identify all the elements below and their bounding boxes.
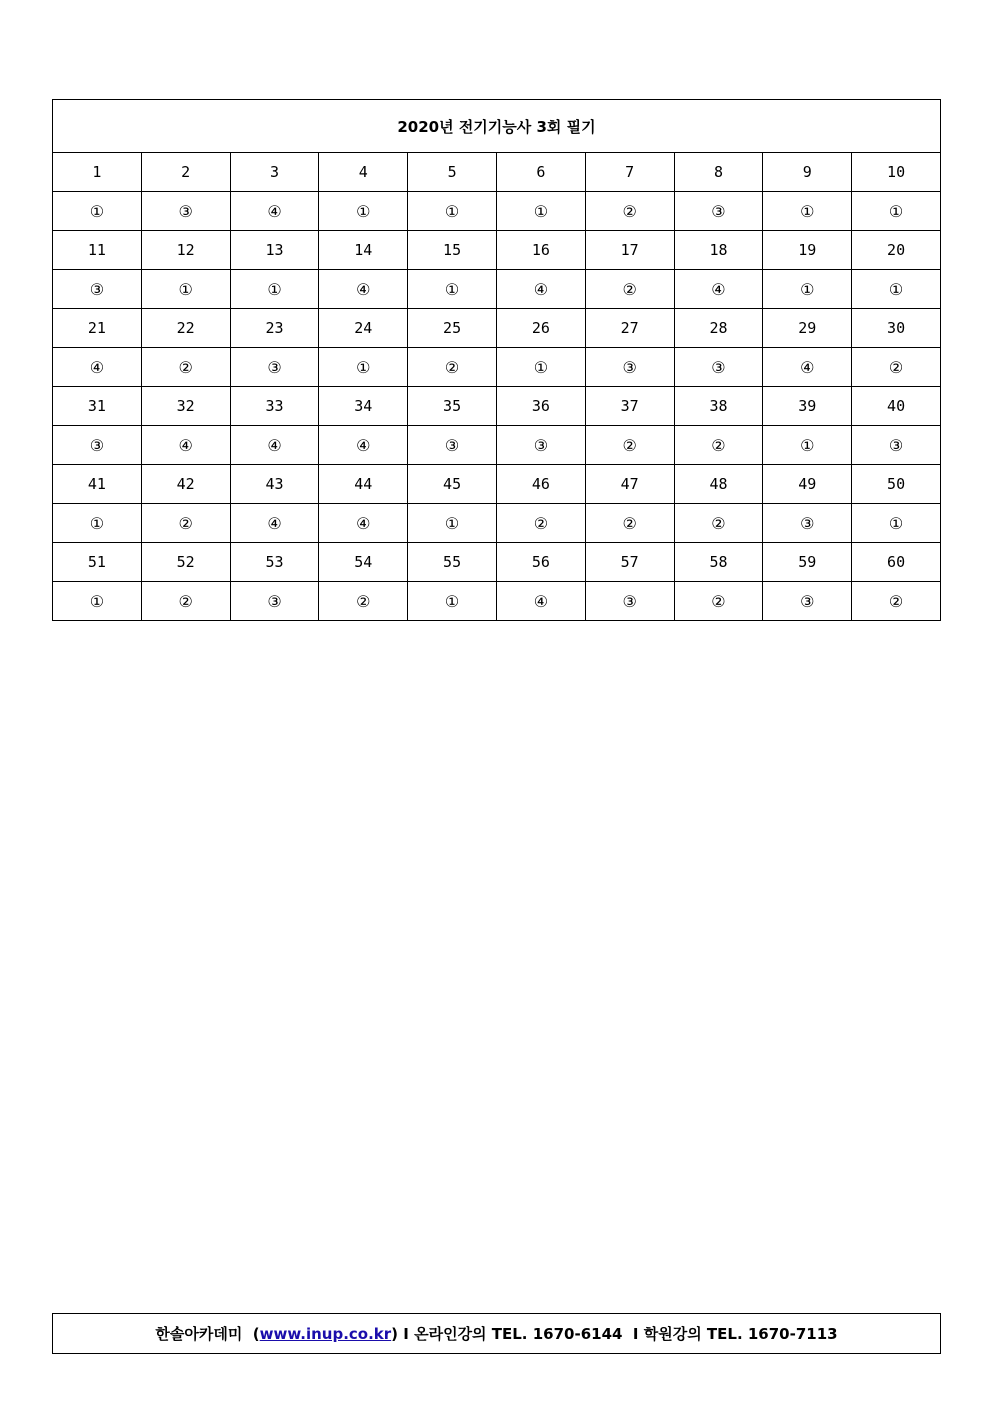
answer-cell: ①	[763, 192, 852, 231]
question-number-cell: 49	[763, 465, 852, 504]
answer-cell: ④	[763, 348, 852, 387]
answer-cell: ②	[141, 504, 230, 543]
question-number-cell: 46	[496, 465, 585, 504]
answer-cell: ③	[763, 504, 852, 543]
question-number-cell: 20	[852, 231, 941, 270]
question-number-cell: 29	[763, 309, 852, 348]
answer-cell: ②	[852, 348, 941, 387]
question-number-cell: 45	[408, 465, 497, 504]
answer-cell: ④	[496, 270, 585, 309]
answer-row	[53, 582, 941, 621]
footer-separator: I	[632, 1324, 639, 1343]
question-number-cell: 6	[496, 153, 585, 192]
answer-cell: ②	[674, 582, 763, 621]
answer-cell: ③	[585, 348, 674, 387]
footer-brand: 한솔아카데미	[155, 1325, 243, 1343]
question-number-cell: 41	[53, 465, 142, 504]
question-number-cell: 33	[230, 387, 319, 426]
question-number-cell: 26	[496, 309, 585, 348]
answer-cell: ④	[141, 426, 230, 465]
answer-row	[53, 270, 941, 309]
answer-cell: ②	[674, 426, 763, 465]
question-number-cell: 17	[585, 231, 674, 270]
answer-cell: ②	[585, 426, 674, 465]
footer-separator: I	[403, 1324, 409, 1343]
answer-table	[52, 99, 941, 621]
answer-cell: ④	[319, 504, 408, 543]
answer-cell: ①	[53, 582, 142, 621]
question-number-cell: 40	[852, 387, 941, 426]
answer-cell: ②	[496, 504, 585, 543]
question-number-cell: 55	[408, 543, 497, 582]
question-number-cell: 12	[141, 231, 230, 270]
answer-cell: ③	[141, 192, 230, 231]
answer-cell: ③	[763, 582, 852, 621]
question-number-cell: 19	[763, 231, 852, 270]
question-number-cell: 25	[408, 309, 497, 348]
question-number-cell: 9	[763, 153, 852, 192]
question-number-cell: 15	[408, 231, 497, 270]
answer-cell: ①	[141, 270, 230, 309]
answer-cell: ③	[230, 582, 319, 621]
answer-cell: ①	[53, 504, 142, 543]
footer-academy-tel: 학원강의 TEL. 1670-7113	[643, 1325, 838, 1343]
answer-cell: ③	[852, 426, 941, 465]
footer-bar	[52, 1313, 941, 1354]
answer-cell: ④	[496, 582, 585, 621]
answer-cell: ③	[230, 348, 319, 387]
question-number-cell: 57	[585, 543, 674, 582]
question-number-cell: 10	[852, 153, 941, 192]
answer-cell: ②	[585, 270, 674, 309]
question-number-cell: 44	[319, 465, 408, 504]
footer-website-link[interactable]: www.inup.co.kr	[259, 1324, 392, 1343]
question-number-row	[53, 543, 941, 582]
question-number-cell: 30	[852, 309, 941, 348]
question-number-cell: 8	[674, 153, 763, 192]
question-number-cell: 23	[230, 309, 319, 348]
answer-cell: ④	[53, 348, 142, 387]
answer-cell: ②	[585, 504, 674, 543]
answer-cell: ②	[674, 504, 763, 543]
answer-cell: ①	[319, 192, 408, 231]
answer-cell: ②	[319, 582, 408, 621]
question-number-cell: 13	[230, 231, 319, 270]
question-number-cell: 38	[674, 387, 763, 426]
question-number-row	[53, 387, 941, 426]
answer-cell: ①	[53, 192, 142, 231]
question-number-row	[53, 231, 941, 270]
answer-cell: ③	[53, 426, 142, 465]
answer-cell: ①	[763, 270, 852, 309]
answer-cell: ④	[319, 426, 408, 465]
answer-cell: ①	[408, 270, 497, 309]
question-number-row	[53, 309, 941, 348]
table-title: 2020년 전기기능사 3회 필기	[53, 100, 941, 153]
answer-cell: ④	[319, 270, 408, 309]
answer-cell: ①	[496, 348, 585, 387]
answer-cell: ①	[852, 270, 941, 309]
question-number-cell: 58	[674, 543, 763, 582]
question-number-cell: 60	[852, 543, 941, 582]
answer-cell: ①	[852, 504, 941, 543]
answer-cell: ③	[585, 582, 674, 621]
answer-cell: ②	[141, 582, 230, 621]
footer-online-tel: 온라인강의 TEL. 1670-6144	[414, 1325, 623, 1343]
question-number-cell: 36	[496, 387, 585, 426]
question-number-cell: 22	[141, 309, 230, 348]
answer-cell: ①	[408, 504, 497, 543]
answer-cell: ④	[230, 426, 319, 465]
question-number-cell: 48	[674, 465, 763, 504]
question-number-cell: 11	[53, 231, 142, 270]
answer-cell: ④	[230, 504, 319, 543]
question-number-cell: 59	[763, 543, 852, 582]
footer-close-paren: )	[391, 1324, 399, 1343]
answer-cell: ④	[230, 192, 319, 231]
answer-cell: ②	[852, 582, 941, 621]
question-number-cell: 24	[319, 309, 408, 348]
question-number-cell: 32	[141, 387, 230, 426]
answer-cell: ③	[53, 270, 142, 309]
answer-cell: ①	[852, 192, 941, 231]
answer-cell: ③	[408, 426, 497, 465]
question-number-cell: 3	[230, 153, 319, 192]
question-number-cell: 1	[53, 153, 142, 192]
question-number-cell: 18	[674, 231, 763, 270]
question-number-cell: 2	[141, 153, 230, 192]
question-number-cell: 31	[53, 387, 142, 426]
question-number-cell: 7	[585, 153, 674, 192]
question-number-cell: 51	[53, 543, 142, 582]
answer-cell: ①	[496, 192, 585, 231]
question-number-cell: 35	[408, 387, 497, 426]
question-number-cell: 52	[141, 543, 230, 582]
answer-cell: ③	[674, 192, 763, 231]
answer-cell: ①	[230, 270, 319, 309]
answer-row	[53, 504, 941, 543]
answer-cell: ①	[763, 426, 852, 465]
answer-row	[53, 348, 941, 387]
question-number-row	[53, 465, 941, 504]
question-number-cell: 34	[319, 387, 408, 426]
answer-cell: ③	[496, 426, 585, 465]
answer-row	[53, 192, 941, 231]
footer-open-paren: (	[252, 1324, 260, 1343]
question-number-cell: 42	[141, 465, 230, 504]
answer-cell: ①	[408, 582, 497, 621]
question-number-cell: 4	[319, 153, 408, 192]
question-number-cell: 50	[852, 465, 941, 504]
answer-cell: ②	[585, 192, 674, 231]
question-number-cell: 47	[585, 465, 674, 504]
question-number-cell: 28	[674, 309, 763, 348]
answer-cell: ②	[141, 348, 230, 387]
question-number-cell: 54	[319, 543, 408, 582]
question-number-cell: 14	[319, 231, 408, 270]
question-number-cell: 16	[496, 231, 585, 270]
question-number-cell: 21	[53, 309, 142, 348]
answer-cell: ③	[674, 348, 763, 387]
answer-row	[53, 426, 941, 465]
question-number-cell: 43	[230, 465, 319, 504]
question-number-cell: 53	[230, 543, 319, 582]
answer-cell: ①	[319, 348, 408, 387]
answer-cell: ④	[674, 270, 763, 309]
question-number-cell: 39	[763, 387, 852, 426]
question-number-cell: 56	[496, 543, 585, 582]
question-number-cell: 27	[585, 309, 674, 348]
question-number-row	[53, 153, 941, 192]
answer-cell: ①	[408, 192, 497, 231]
question-number-cell: 37	[585, 387, 674, 426]
answer-cell: ②	[408, 348, 497, 387]
question-number-cell: 5	[408, 153, 497, 192]
